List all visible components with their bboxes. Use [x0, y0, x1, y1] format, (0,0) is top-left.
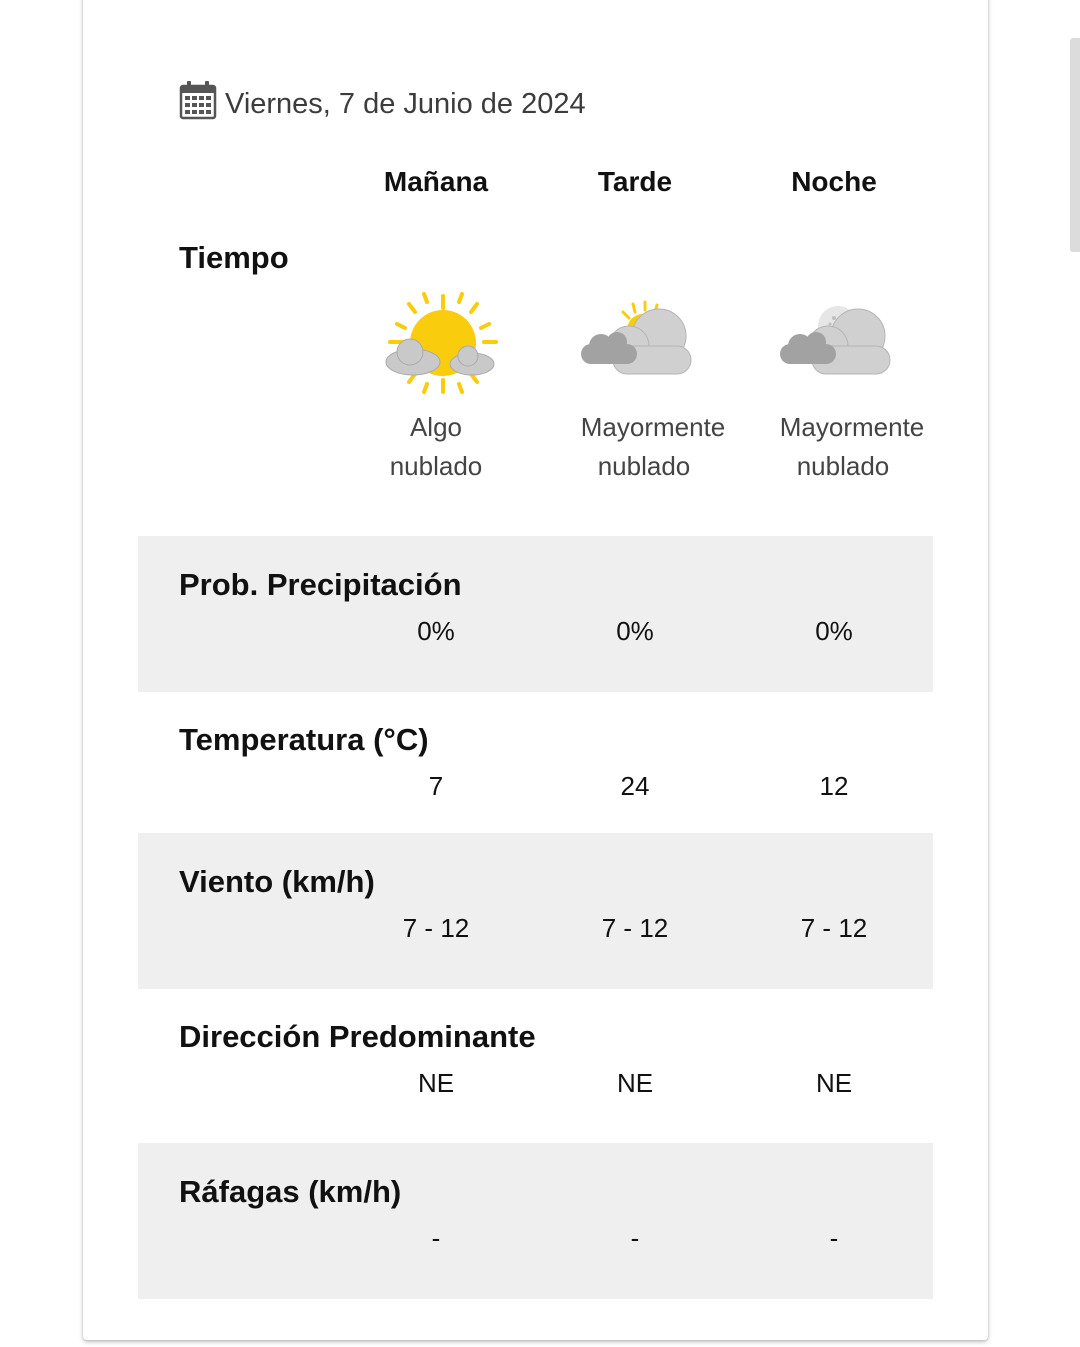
temperature-value-manana: 7: [428, 771, 444, 801]
wind-direction-value-tarde: NE: [616, 1068, 654, 1098]
wind-value-tarde: 7 - 12: [601, 913, 669, 943]
precipitation-value-tarde: 0%: [616, 616, 654, 646]
wind-direction-value-manana: NE: [417, 1068, 455, 1098]
cloudy-sun-icon: [579, 290, 699, 400]
precipitation-label: Prob. Precipitación: [179, 567, 462, 602]
wind-row: [138, 833, 933, 989]
column-header-manana: Mañana: [383, 166, 489, 197]
precipitation-row: [138, 536, 933, 692]
description-line: nublado: [796, 451, 890, 481]
gusts-value-tarde: -: [630, 1223, 640, 1253]
gusts-label: Ráfagas (km/h): [179, 1174, 402, 1209]
description-line: nublado: [389, 451, 483, 481]
weather-description-tarde: [553, 408, 753, 486]
gusts-row: [138, 1143, 933, 1299]
description-line: Mayormente: [779, 412, 925, 442]
sun-cloud-icon: [380, 290, 500, 400]
wind-direction-label: Dirección Predominante: [179, 1019, 536, 1054]
date-text: Viernes, 7 de Junio de 2024: [225, 87, 586, 120]
cloudy-moon-icon: [778, 290, 898, 400]
calendar-icon: [179, 80, 217, 128]
precipitation-value-noche: 0%: [815, 616, 853, 646]
temperature-value-tarde: 24: [620, 771, 650, 801]
weather-description-manana: [336, 408, 536, 486]
temperature-label: Temperatura (°C): [179, 722, 429, 757]
temperature-value-noche: 12: [819, 771, 849, 801]
weather-description-noche: [752, 408, 952, 486]
column-header-noche: Noche: [791, 166, 877, 197]
precipitation-value-manana: 0%: [417, 616, 455, 646]
wind-direction-value-noche: NE: [815, 1068, 853, 1098]
wind-label: Viento (km/h): [179, 864, 375, 899]
description-line: Mayormente: [580, 412, 726, 442]
wind-value-noche: 7 - 12: [800, 913, 868, 943]
gusts-value-manana: -: [431, 1223, 441, 1253]
scrollbar-thumb[interactable]: [1070, 38, 1080, 252]
wind-value-manana: 7 - 12: [402, 913, 470, 943]
weather-row-label: Tiempo: [179, 240, 289, 275]
gusts-value-noche: -: [829, 1223, 839, 1253]
column-header-tarde: Tarde: [597, 166, 673, 197]
forecast-card: [83, 0, 988, 1340]
description-line: nublado: [597, 451, 691, 481]
date-header: [179, 84, 586, 124]
description-line: Algo: [409, 412, 463, 442]
